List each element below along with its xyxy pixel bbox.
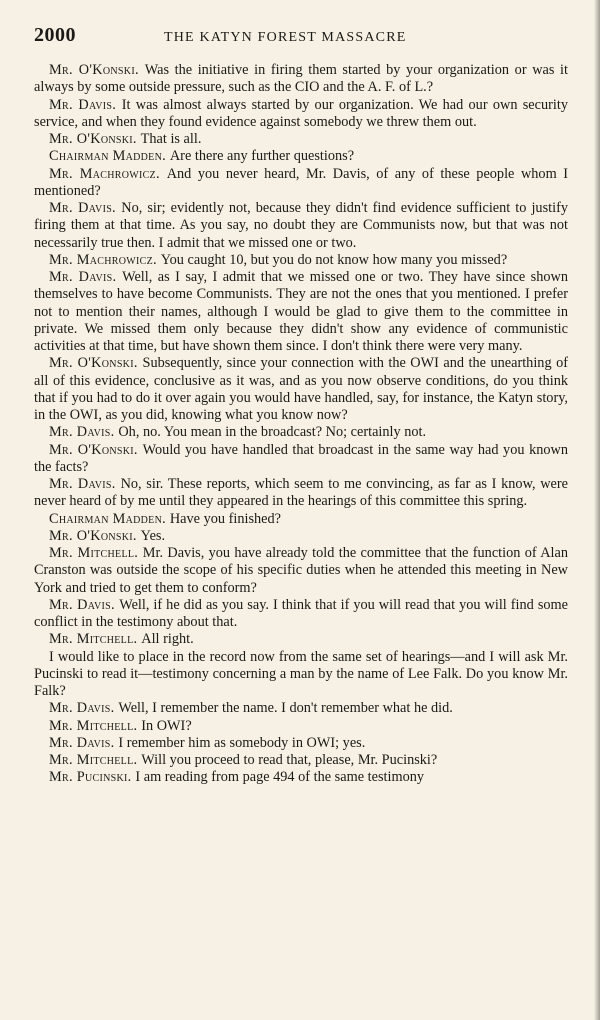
speaker-name: Mr. Mitchell. <box>49 631 142 648</box>
paragraph-text: It was almost always started by our organization. We had our own security service, and when they found evidence against somebody we threw them out. <box>34 96 568 130</box>
paragraph-text: You caught 10, but you do not know how many you missed? <box>160 251 508 268</box>
testimony-paragraph <box>34 200 568 252</box>
speaker-name: Mr. O'Konski. <box>49 527 141 544</box>
speaker-name: Mr. O'Konski. <box>49 355 143 372</box>
speaker-name: Chairman Madden. <box>49 510 170 527</box>
speaker-name: Chairman Madden. <box>49 148 170 165</box>
paragraph-text: Will you proceed to read that, please, Mr. Pucinski? <box>141 752 438 768</box>
testimony-body <box>34 62 568 787</box>
speaker-name: Mr. O'Konski. <box>49 62 145 78</box>
speaker-name: Mr. Davis. <box>49 269 123 285</box>
testimony-paragraph <box>34 735 568 752</box>
paragraph-text: I remember him as somebody in OWI; yes. <box>118 734 366 751</box>
speaker-name: Mr. Machrowicz. <box>49 251 161 268</box>
paragraph-text: Are there any further questions? <box>169 148 355 165</box>
speaker-name: Mr. Mitchell. <box>49 717 142 734</box>
testimony-paragraph <box>34 700 568 717</box>
testimony-paragraph <box>34 769 568 786</box>
speaker-name: Mr. Pucinski. <box>49 769 136 786</box>
speaker-name: Mr. O'Konski. <box>49 131 141 147</box>
speaker-name: Mr. Davis. <box>49 424 119 441</box>
testimony-paragraph <box>34 62 568 97</box>
speaker-name: Mr. Davis. <box>49 476 121 492</box>
paragraph-text: Well, if he did as you say. I think that if you will read that you will find some conflict in the testimony about that. <box>34 596 568 630</box>
paragraph-text: Well, as I say, I admit that we missed one or two. They have since shown themselves to have become Communists. They are not the ones that you mentioned. I prefer not to mention their names, although I would be glad to give them to the committee in private. We missed them only because they didn't show any evidence of communistic activities at that time, but have shown them since. I don't think there were very many. <box>34 269 568 354</box>
paragraph-text: Was the initiative in firing them started by your organization or was it always by some outside pressure, such as the CIO and the A. F. of L.? <box>34 62 568 96</box>
testimony-paragraph <box>34 148 568 165</box>
speaker-name: Mr. O'Konski. <box>49 441 143 458</box>
speaker-name: Mr. Davis. <box>49 596 120 613</box>
speaker-name: Mr. Mitchell. <box>49 752 142 768</box>
paragraph-text: Mr. Davis, you have already told the committee that the function of Alan Cranston was outside the scope of his specific duties when he attended this meeting in New York and tried to get them to conform? <box>34 545 569 596</box>
speaker-name: Mr. Machrowicz. <box>49 165 167 182</box>
testimony-paragraph <box>34 545 568 597</box>
testimony-paragraph <box>34 355 568 424</box>
paragraph-text: I would like to place in the record now from the same set of hearings—and I will ask Mr. Pucinski to read it—testimony concerning a man by the name of Lee Falk. Do you know Mr. Falk? <box>34 648 568 699</box>
testimony-paragraph <box>34 528 568 545</box>
testimony-paragraph <box>34 597 568 632</box>
paragraph-text: No, sir. These reports, which seem to me convincing, as far as I know, were never heard of by me until they appeared in the hearings of this committee this spring. <box>34 476 568 510</box>
testimony-paragraph <box>34 476 568 511</box>
speaker-name: Mr. Davis. <box>49 96 122 113</box>
paragraph-text: In OWI? <box>141 717 192 734</box>
page-number: 2000 <box>34 24 76 46</box>
paragraph-text: And you never heard, Mr. Davis, of any of these people whom I mentioned? <box>34 165 568 199</box>
testimony-paragraph <box>34 442 568 477</box>
paragraph-text: Well, I remember the name. I don't remember what he did. <box>118 700 453 717</box>
testimony-paragraph <box>34 424 568 441</box>
paragraph-text: All right. <box>141 631 194 648</box>
testimony-paragraph <box>34 97 568 132</box>
testimony-paragraph <box>34 269 568 355</box>
speaker-name: Mr. Davis. <box>49 700 119 717</box>
paragraph-text: Would you have handled that broadcast in the same way had you known the facts? <box>34 441 568 475</box>
paragraph-text: Oh, no. You mean in the broadcast? No; certainly not. <box>118 424 427 441</box>
paragraph-text: I am reading from page 494 of the same testimony <box>135 769 425 786</box>
running-title: THE KATYN FOREST MASSACRE <box>164 30 407 45</box>
testimony-paragraph <box>34 511 568 528</box>
testimony-paragraph <box>34 631 568 648</box>
page-edge-shadow <box>594 0 600 1020</box>
paragraph-text: Subsequently, since your connection with the OWI and the unearthing of all of this evidence, conclusive as it was, and as you now observe conditions, do you think that if you had to do it over again you would have handled, say, for instance, the Katyn story, in the OWI, as you did, knowing what you know now? <box>34 355 568 423</box>
testimony-paragraph <box>34 649 568 701</box>
testimony-paragraph <box>34 131 568 148</box>
paragraph-text: Yes. <box>140 527 166 544</box>
testimony-paragraph <box>34 718 568 735</box>
page-header <box>34 24 570 52</box>
testimony-paragraph <box>34 166 568 201</box>
paragraph-text: Have you finished? <box>169 510 282 527</box>
speaker-name: Mr. Davis. <box>49 734 119 751</box>
paragraph-text: That is all. <box>140 131 202 147</box>
speaker-name: Mr. Davis. <box>49 200 122 216</box>
testimony-paragraph <box>34 252 568 269</box>
paragraph-text: No, sir; evidently not, because they didn't find evidence sufficient to justify firing them at that time. As you say, no doubt they are Communists now, but that was not necessarily true then. I admit that we missed one or two. <box>34 200 568 251</box>
testimony-paragraph <box>34 752 568 769</box>
speaker-name: Mr. Mitchell. <box>49 545 143 561</box>
